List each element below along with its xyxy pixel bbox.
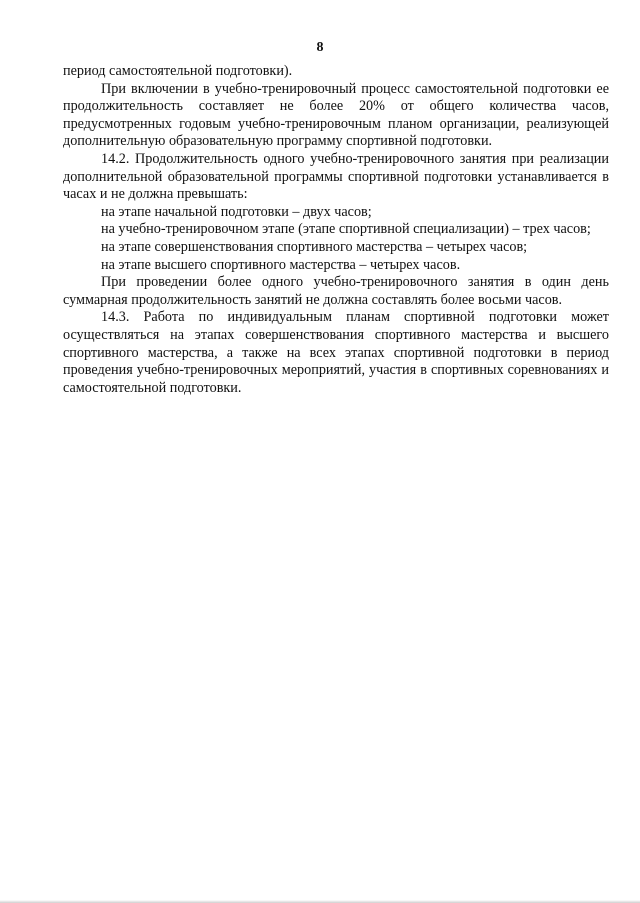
paragraph-self-training-share: При включении в учебно-тренировочный процесс самостоятельной подготовки ее продолжительность составляет не более 20% от общего количества часов, предусмотренных годовым учебно-тренировочным планом организации, реализующей дополнительную образовательную программу спортивной подготовки. <box>63 80 609 150</box>
paragraph-continuation: период самостоятельной подготовки). <box>63 63 293 79</box>
paragraph-14-2-session-duration: 14.2. Продолжительность одного учебно-тренировочного занятия при реализации дополнительной образовательной программы спортивной подготовки устанавливается в часах и не должна превышать: <box>63 150 609 203</box>
list-item-initial-stage: на этапе начальной подготовки – двух часов; <box>101 203 372 220</box>
paragraph-14-3-individual-plans: 14.3. Работа по индивидуальным планам спортивной подготовки может осуществляться на этапах совершенствования спортивного мастерства и высшего спортивного мастерства, а также на всех этапах спортивной подготовки в период проведения учебно-тренировочных мероприятий, участия в спортивных соревнованиях и самостоятельной подготовки. <box>63 309 609 396</box>
paragraph-daily-limit: При проведении более одного учебно-тренировочного занятия в один день суммарная продолжительность занятий не должна составлять более восьми часов. <box>63 274 609 308</box>
document-body <box>63 63 609 397</box>
list-item-higher-mastery-stage: на этапе высшего спортивного мастерства – четырех часов. <box>101 256 461 273</box>
list-item-training-stage: на учебно-тренировочном этапе (этапе спортивной специализации) – трех часов; <box>101 221 591 238</box>
page-number: 8 <box>316 40 324 55</box>
list-item-improvement-stage: на этапе совершенствования спортивного мастерства – четырех часов; <box>101 238 528 255</box>
